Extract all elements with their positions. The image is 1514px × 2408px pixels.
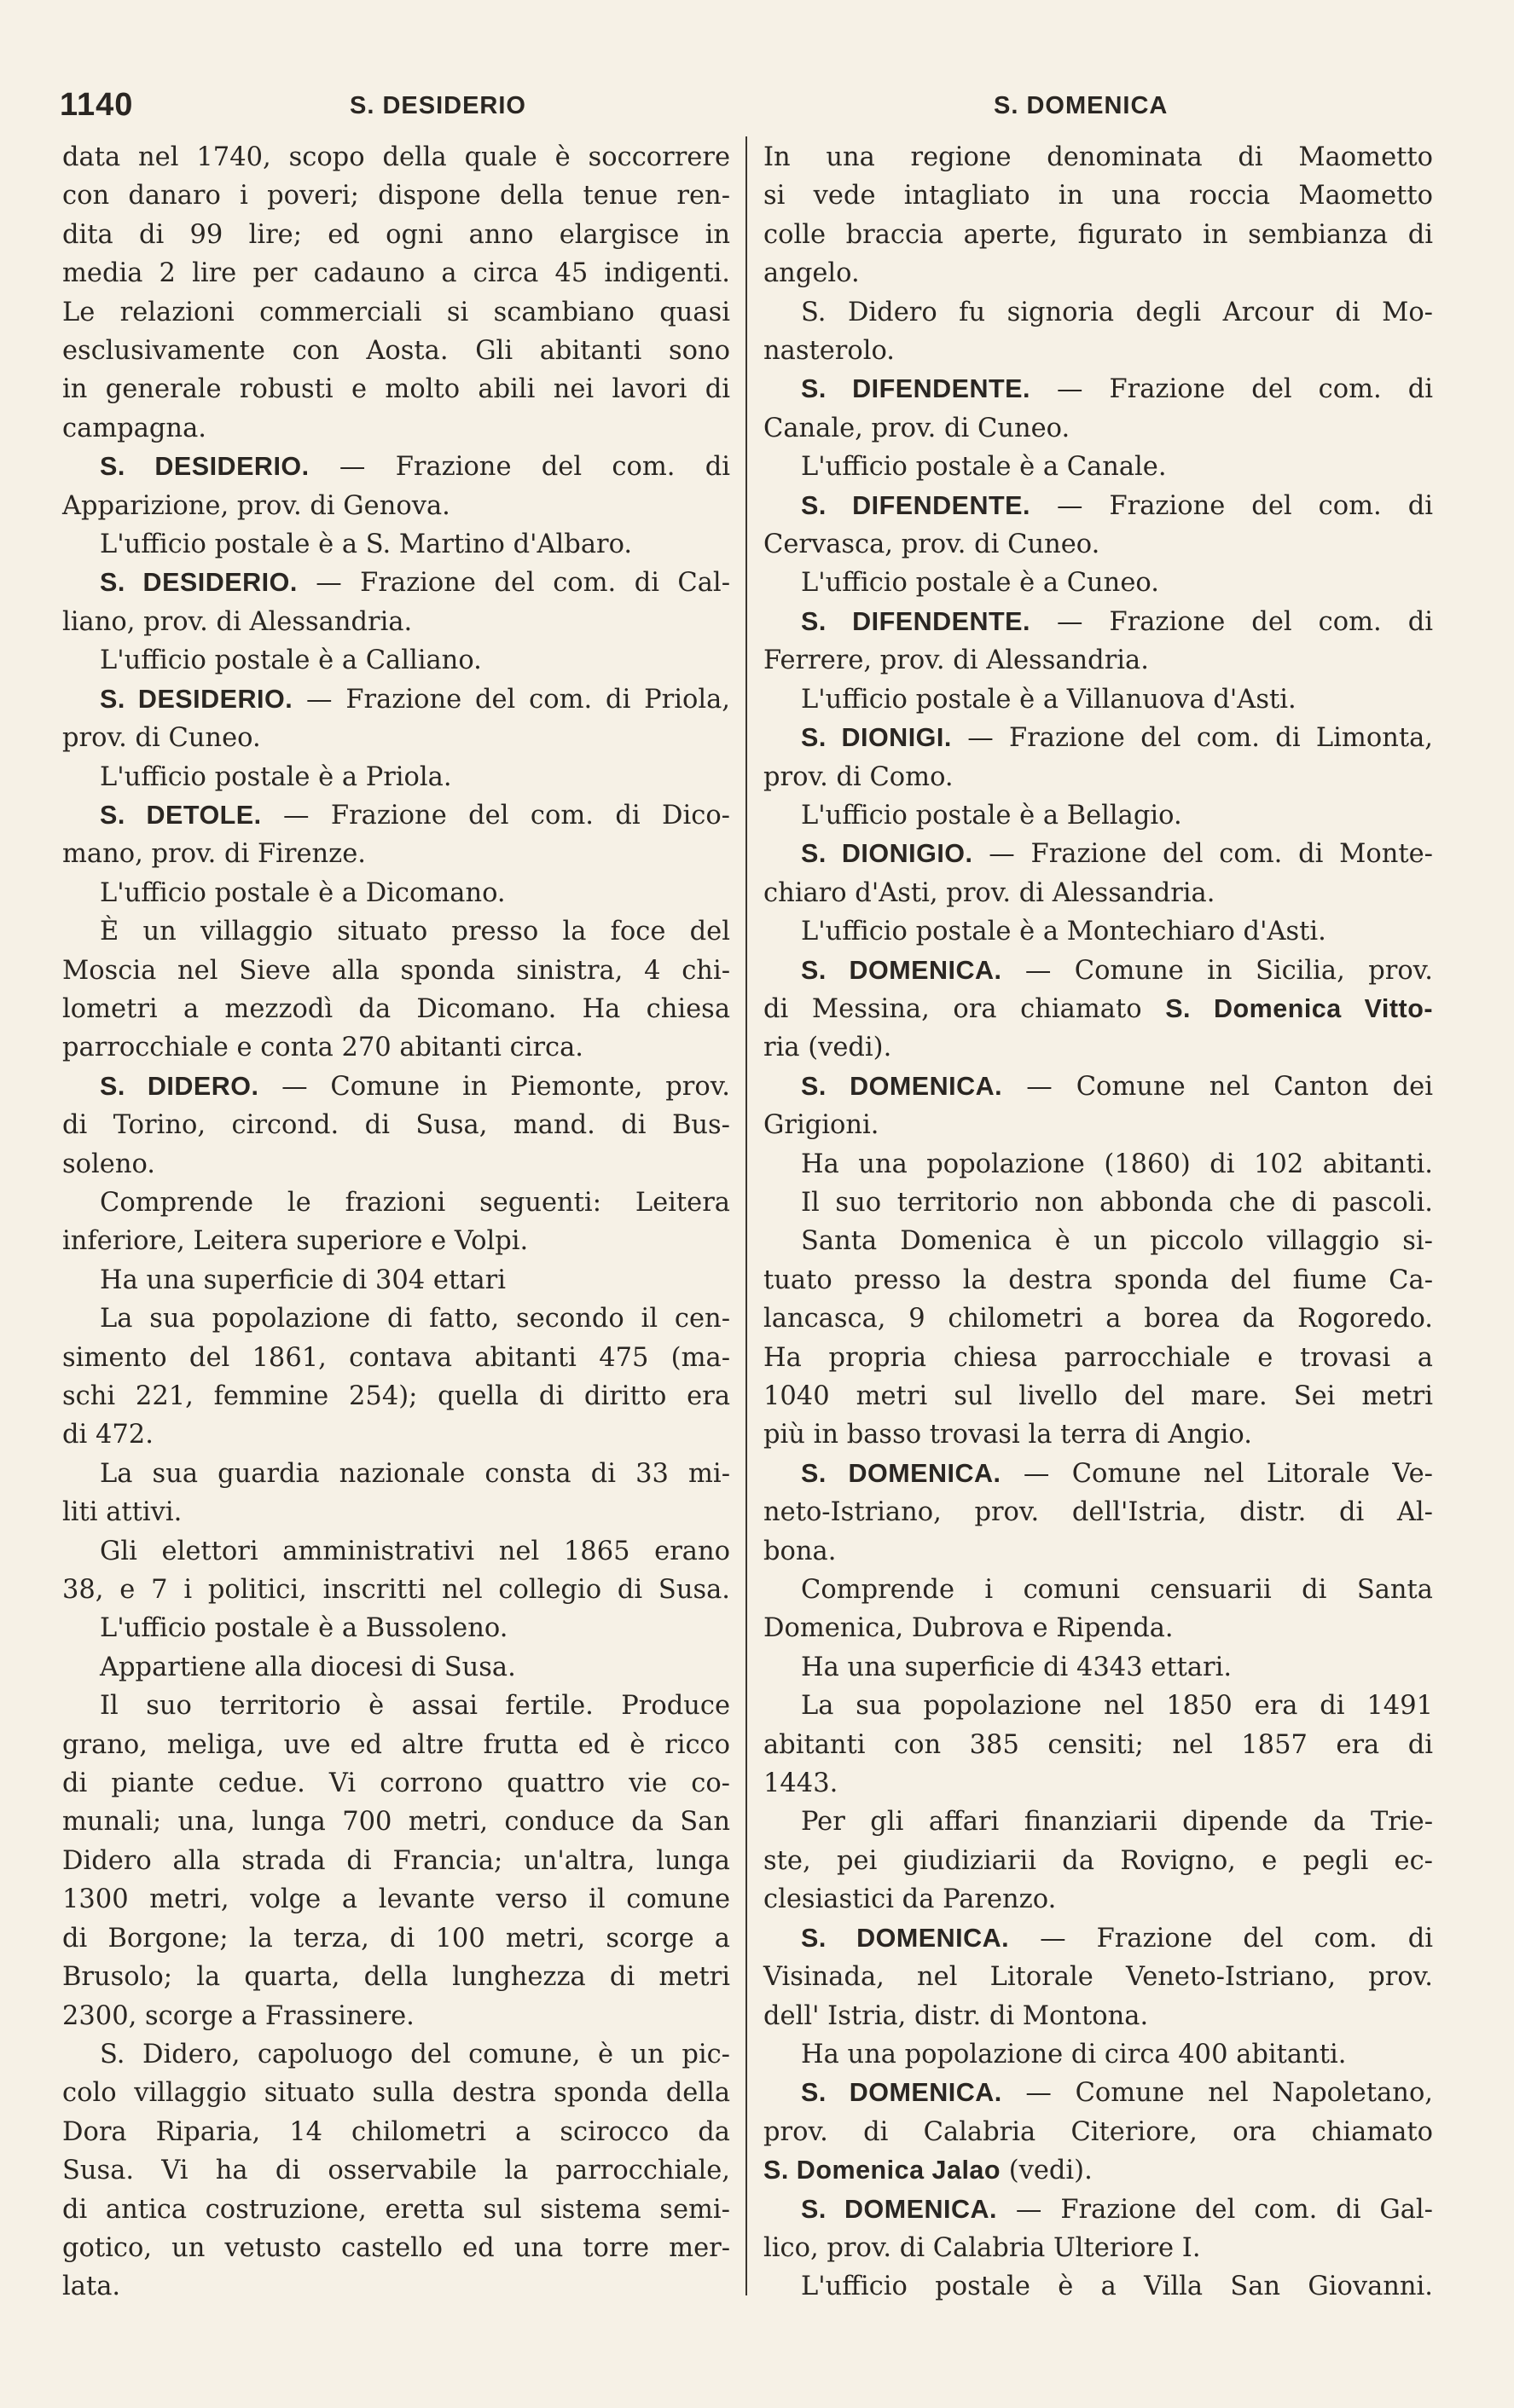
entry-heading: S. DIFENDENTE.: [801, 606, 1030, 636]
text-line: [62, 2035, 730, 2074]
text-line: [763, 1028, 1433, 1067]
text-line: [763, 719, 1433, 757]
text-line: [62, 332, 730, 370]
text-line: [62, 1068, 730, 1106]
text-line: [62, 1261, 730, 1300]
line-text: in generale robusti e molto abili nei lavori di: [62, 374, 730, 405]
line-text: 2300, scorge a Frassinere.: [62, 2000, 415, 2031]
text-line: [763, 448, 1433, 486]
text-line: [62, 2151, 730, 2190]
text-line: [763, 835, 1433, 873]
line-text: Cervasca, prov. di Cuneo.: [763, 530, 1100, 560]
text-line: [62, 177, 730, 215]
entry-heading: S. DOMENICA.: [801, 2078, 1002, 2108]
line-text: — Comune nel Litorale Ve-: [1001, 1458, 1433, 1489]
line-text: — Frazione del com. di: [1030, 490, 1433, 521]
line-text: Ha una popolazione di circa 400 abitanti.: [801, 2039, 1347, 2069]
entry-heading: S. DIONIGIO.: [801, 839, 973, 869]
text-line: [62, 448, 730, 486]
text-line: [62, 912, 730, 951]
line-text: schi 221, femmine 254); quella di diritto era: [62, 1381, 730, 1411]
page-number: 1140: [60, 87, 134, 123]
line-text: Ha una superficie di 4343 ettari.: [801, 1652, 1233, 1682]
text-line: [763, 1068, 1433, 1106]
text-line: [62, 2229, 730, 2267]
line-text: Il suo territorio è assai fertile. Produce: [100, 1691, 730, 1722]
line-text: parrocchiale e conta 270 abitanti circa.: [62, 1033, 583, 1063]
text-line: [62, 2267, 730, 2306]
entry-heading: S. DIDERO.: [100, 1071, 259, 1101]
text-line: [763, 1726, 1433, 1764]
line-text: L'ufficio postale è a Villa San Giovanni.: [801, 2272, 1433, 2302]
text-line: [763, 758, 1433, 796]
line-text: lancasca, 9 chilometri a borea da Rogoredo.: [763, 1304, 1433, 1334]
line-text: bona.: [763, 1536, 837, 1566]
line-text: media 2 lire per cadauno a circa 45 indigenti.: [62, 258, 730, 289]
line-text: grano, meliga, uve ed altre frutta ed è ricco: [62, 1729, 730, 1760]
text-line: [763, 641, 1433, 680]
line-text: Didero alla strada di Francia; un'altra, lunga: [62, 1845, 730, 1876]
text-line: [62, 254, 730, 292]
entry-heading: S. DOMENICA.: [801, 2194, 998, 2224]
text-line: [62, 138, 730, 177]
text-line: [763, 680, 1433, 719]
line-text: — Frazione del com. di Dico-: [261, 800, 730, 831]
text-line: [62, 1106, 730, 1144]
text-line: [62, 1145, 730, 1184]
text-line: [763, 796, 1433, 835]
entry-heading: S. DESIDERIO.: [100, 452, 310, 482]
text-line: [763, 1880, 1433, 1919]
line-text: abitanti con 385 censiti; nel 1857 era di: [763, 1729, 1433, 1760]
entry-heading: S. DIONIGI.: [801, 723, 952, 753]
line-text: Ferrere, prov. di Alessandria.: [763, 645, 1149, 676]
line-text: Il suo territorio non abbonda che di pascoli.: [801, 1187, 1433, 1218]
line-text: Domenica, Dubrova e Ripenda.: [763, 1613, 1174, 1644]
line-text: data nel 1740, scopo della quale è soccorrere: [62, 142, 730, 172]
text-line: [763, 1222, 1433, 1260]
right-running-head: S. DOMENICA: [994, 92, 1169, 119]
line-text: liti attivi.: [62, 1497, 183, 1528]
line-text: soleno.: [62, 1149, 155, 1179]
line-text: 1443.: [763, 1768, 838, 1799]
line-text: Santa Domenica è un piccolo villaggio si-: [801, 1226, 1433, 1257]
text-line: [763, 2191, 1433, 2229]
line-text: lata.: [62, 2272, 121, 2302]
text-line: [763, 1339, 1433, 1377]
line-text: Dora Riparia, 14 chilometri a scirocco da: [62, 2116, 730, 2147]
line-text: — Frazione del com. di Monte-: [972, 839, 1433, 870]
text-line: [62, 1726, 730, 1764]
text-line: [763, 332, 1433, 370]
text-line: [62, 641, 730, 680]
line-text: con danaro i poveri; dispone della tenue ren-: [62, 181, 730, 211]
line-text: Comprende i comuni censuarii di Santa: [801, 1575, 1433, 1606]
text-line: [763, 1571, 1433, 1609]
text-line: [763, 1648, 1433, 1687]
text-line: [763, 293, 1433, 332]
text-line: [62, 1803, 730, 1841]
text-line: [62, 216, 730, 254]
text-line: [62, 1377, 730, 1415]
line-text: prov. di Cuneo.: [62, 723, 261, 754]
text-line: [62, 564, 730, 602]
text-line: [62, 1609, 730, 1647]
text-line: [62, 758, 730, 796]
text-line: [763, 1842, 1433, 1880]
line-text: chiaro d'Asti, prov. di Alessandria.: [763, 877, 1215, 908]
entry-heading: S. DESIDERIO.: [100, 568, 298, 598]
line-text: lico, prov. di Calabria Ulteriore I.: [763, 2232, 1201, 2263]
text-line: [763, 1803, 1433, 1841]
text-line: [763, 2267, 1433, 2306]
text-line: [763, 2229, 1433, 2267]
column-divider: [745, 136, 747, 2295]
line-text: campagna.: [62, 413, 206, 443]
text-line: [763, 1106, 1433, 1144]
line-text: di 472.: [62, 1420, 154, 1450]
line-text: tuato presso la destra sponda del fiume Ca-: [763, 1265, 1433, 1295]
line-text: — Frazione del com. di Gal-: [997, 2194, 1433, 2225]
text-line: [763, 564, 1433, 602]
line-text: colle braccia aperte, figurato in sembianza di: [763, 219, 1433, 250]
line-text: Canale, prov. di Cuneo.: [763, 413, 1070, 443]
text-line: [62, 1919, 730, 1958]
text-line: [62, 2113, 730, 2151]
text-line: [763, 1455, 1433, 1493]
left-column: [62, 138, 730, 2307]
text-line: [763, 1532, 1433, 1571]
line-text: Le relazioni commerciali si scambiano quasi: [62, 297, 730, 327]
text-line: [62, 293, 730, 332]
line-text: liano, prov. di Alessandria.: [62, 606, 413, 637]
line-text: La sua guardia nazionale consta di 33 mi-: [100, 1458, 730, 1489]
text-line: [763, 1958, 1433, 1996]
line-text: si vede intagliato in una roccia Maometto: [763, 181, 1433, 211]
line-text: Visinada, nel Litorale Veneto-Istriano, prov.: [763, 1962, 1433, 1993]
line-text: È un villaggio situato presso la foce del: [100, 917, 730, 947]
text-line: [62, 1880, 730, 1919]
text-line: [62, 1222, 730, 1260]
line-text: dita di 99 lire; ed ogni anno elargisce in: [62, 219, 730, 250]
text-line: [763, 952, 1433, 990]
line-text: — Frazione del com. di: [309, 452, 731, 483]
text-line: [62, 1687, 730, 1725]
line-text: inferiore, Leitera superiore e Volpi.: [62, 1226, 529, 1257]
line-text: L'ufficio postale è a Bussoleno.: [100, 1613, 508, 1644]
text-line: [763, 1377, 1433, 1415]
text-line: [62, 835, 730, 873]
text-line: [62, 1184, 730, 1222]
text-line: [763, 2151, 1433, 2190]
text-line: [62, 1997, 730, 2035]
text-line: [763, 1687, 1433, 1725]
line-text: neto-Istriano, prov. dell'Istria, distr. di Al-: [763, 1497, 1433, 1528]
line-text: L'ufficio postale è a Dicomano.: [100, 877, 506, 908]
text-line: [62, 487, 730, 525]
entry-heading: S. DESIDERIO.: [100, 684, 293, 714]
cross-reference: S. Domenica Jalao: [763, 2156, 1001, 2185]
line-text: La sua popolazione di fatto, secondo il cen-: [100, 1304, 730, 1334]
line-text: — Comune in Sicilia, prov.: [1001, 955, 1433, 986]
text-line: [62, 603, 730, 641]
text-line: [62, 370, 730, 408]
line-text: L'ufficio postale è a Bellagio.: [801, 800, 1182, 831]
text-line: [763, 1184, 1433, 1222]
text-line: [62, 990, 730, 1028]
text-line: [62, 1300, 730, 1338]
text-line: [62, 874, 730, 912]
line-text: clesiastici da Parenzo.: [763, 1884, 1057, 1915]
line-text: L'ufficio postale è a Cuneo.: [801, 568, 1159, 599]
line-text: simento del 1861, contava abitanti 475 (ma-: [62, 1342, 730, 1373]
line-text: S. Didero, capoluogo del comune, è un pic-: [100, 2039, 730, 2069]
text-line: [62, 680, 730, 719]
text-line: [763, 990, 1433, 1028]
text-line: [763, 874, 1433, 912]
line-text: L'ufficio postale è a Villanuova d'Asti.: [801, 684, 1296, 715]
text-line: [763, 370, 1433, 408]
line-text: L'ufficio postale è a S. Martino d'Albaro.: [100, 530, 633, 560]
line-text: di Borgone; la terza, di 100 metri, scorge a: [62, 1923, 730, 1954]
line-text: Ha una superficie di 304 ettari: [100, 1265, 506, 1295]
text-line: [763, 177, 1433, 215]
line-text: S. Didero fu signoria degli Arcour di Mo-: [801, 297, 1433, 327]
line-text: La sua popolazione nel 1850 era di 1491: [801, 1691, 1433, 1722]
text-line: [62, 409, 730, 448]
text-line: [763, 2074, 1433, 2112]
line-text: colo villaggio situato sulla destra sponda della: [62, 2078, 730, 2109]
line-text: — Frazione del com. di Priola,: [293, 684, 731, 715]
entry-heading: S. DIFENDENTE.: [801, 490, 1030, 520]
text-line: [763, 1261, 1433, 1300]
line-text: Gli elettori amministrativi nel 1865 erano: [100, 1536, 730, 1566]
line-text: Ha una popolazione (1860) di 102 abitanti.: [801, 1149, 1433, 1179]
text-line: [763, 1997, 1433, 2035]
left-running-head: S. DESIDERIO: [350, 92, 526, 119]
line-text: ste, pei giudiziarii da Rovigno, e pegli ec-: [763, 1845, 1433, 1876]
text-line: [763, 1493, 1433, 1531]
line-text: ria (vedi).: [763, 1033, 892, 1063]
text-line: [763, 254, 1433, 292]
line-text: esclusivamente con Aosta. Gli abitanti sono: [62, 336, 730, 367]
line-text: L'ufficio postale è a Canale.: [801, 452, 1167, 483]
line-text: lometri a mezzodì da Dicomano. Ha chiesa: [62, 993, 730, 1024]
text-line: [62, 1648, 730, 1687]
line-text: Moscia nel Sieve alla sponda sinistra, 4 chi-: [62, 955, 730, 986]
text-line: [62, 1415, 730, 1454]
text-line: [763, 138, 1433, 177]
line-text: mano, prov. di Firenze.: [62, 839, 366, 870]
text-line: [62, 1028, 730, 1067]
text-line: [62, 525, 730, 564]
line-text: gotico, un vetusto castello ed una torre mer-: [62, 2232, 730, 2263]
line-text: — Frazione del com. di: [1030, 374, 1433, 405]
text-line: [62, 1571, 730, 1609]
entry-heading: S. DETOLE.: [100, 800, 262, 830]
line-text: dell' Istria, distr. di Montona.: [763, 2000, 1149, 2031]
text-line: [763, 409, 1433, 448]
line-text: Apparizione, prov. di Genova.: [62, 490, 450, 521]
line-text: di Torino, circond. di Susa, mand. di Bus-: [62, 1110, 730, 1141]
line-text: 1040 metri sul livello del mare. Sei metri: [763, 1381, 1433, 1411]
entry-heading: S. DOMENICA.: [801, 1923, 1010, 1953]
line-text: 38, e 7 i politici, inscritti nel collegio di Susa.: [62, 1575, 730, 1606]
line-text: — Frazione del com. di: [1009, 1923, 1433, 1954]
text-line: [763, 1764, 1433, 1803]
text-line: [763, 1609, 1433, 1647]
line-text: L'ufficio postale è a Montechiaro d'Asti.: [801, 917, 1326, 947]
text-line: [62, 1339, 730, 1377]
text-line: [763, 216, 1433, 254]
line-text: angelo.: [763, 258, 860, 289]
line-text: In una regione denominata di Maometto: [763, 142, 1433, 172]
text-line: [763, 1415, 1433, 1454]
text-line: [763, 1919, 1433, 1958]
line-text: Brusolo; la quarta, della lunghezza di metri: [62, 1962, 730, 1993]
text-line: [763, 487, 1433, 525]
entry-heading: S. DOMENICA.: [801, 1458, 1001, 1488]
text-line: [763, 2113, 1433, 2151]
text-line: [763, 1145, 1433, 1184]
line-text: di antica costruzione, eretta sul sistema semi-: [62, 2194, 730, 2225]
line-text: L'ufficio postale è a Priola.: [100, 761, 452, 792]
text-line: [62, 2191, 730, 2229]
text-line: [62, 1455, 730, 1493]
text-line: [62, 2074, 730, 2112]
text-line: [62, 1532, 730, 1571]
line-text: di Messina, ora chiamato: [763, 993, 1166, 1024]
line-text: di piante cedue. Vi corrono quattro vie co-: [62, 1768, 730, 1799]
entry-heading: S. DIFENDENTE.: [801, 374, 1030, 404]
text-line: [763, 1300, 1433, 1338]
text-line: [62, 952, 730, 990]
entry-heading: S. DOMENICA.: [801, 955, 1002, 985]
line-text: Grigioni.: [763, 1110, 879, 1141]
line-text: — Comune nel Canton dei: [1002, 1071, 1433, 1102]
text-line: [62, 1842, 730, 1880]
line-text: (vedi).: [1001, 2156, 1093, 2186]
line-text: Susa. Vi ha di osservabile la parrocchiale,: [62, 2156, 730, 2186]
text-line: [763, 525, 1433, 564]
line-text: Appartiene alla diocesi di Susa.: [100, 1652, 516, 1682]
text-line: [763, 2035, 1433, 2074]
line-text: più in basso trovasi la terra di Angio.: [763, 1420, 1252, 1450]
text-line: [62, 796, 730, 835]
text-line: [62, 1493, 730, 1531]
cross-reference: S. Domenica Vitto-: [1165, 993, 1434, 1023]
line-text: 1300 metri, volge a levante verso il comune: [62, 1884, 730, 1915]
line-text: — Comune nel Napoletano,: [1001, 2078, 1433, 2109]
text-line: [62, 1958, 730, 1996]
text-line: [763, 912, 1433, 951]
line-text: munali; una, lunga 700 metri, conduce da San: [62, 1807, 730, 1838]
text-line: [62, 1764, 730, 1803]
line-text: — Frazione del com. di Cal-: [297, 568, 730, 599]
line-text: — Frazione del com. di Limonta,: [951, 723, 1433, 754]
line-text: Ha propria chiesa parrocchiale e trovasi a: [763, 1342, 1433, 1373]
text-line: [763, 603, 1433, 641]
line-text: prov. di Como.: [763, 761, 954, 792]
line-text: L'ufficio postale è a Calliano.: [100, 645, 482, 676]
entry-heading: S. DOMENICA.: [801, 1071, 1003, 1101]
text-line: [62, 719, 730, 757]
line-text: prov. di Calabria Citeriore, ora chiamato: [763, 2116, 1433, 2147]
line-text: — Comune in Piemonte, prov.: [258, 1071, 731, 1102]
line-text: — Frazione del com. di: [1030, 606, 1433, 637]
line-text: nasterolo.: [763, 336, 896, 367]
line-text: Per gli affari finanziarii dipende da Trie-: [801, 1807, 1433, 1838]
line-text: Comprende le frazioni seguenti: Leitera: [100, 1187, 730, 1218]
right-column: [763, 138, 1433, 2307]
